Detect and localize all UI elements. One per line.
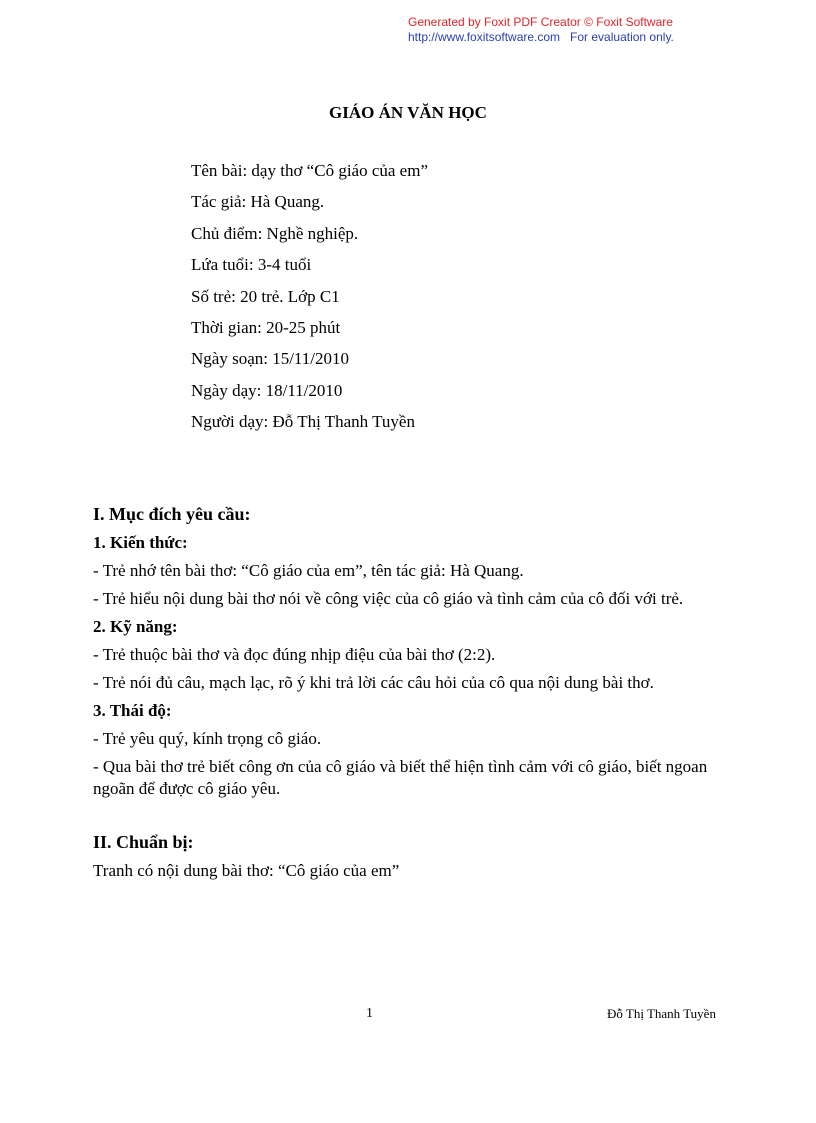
info-teaching-date: Ngày dạy: 18/11/2010 — [191, 380, 343, 400]
subsection-attitude-heading: 3. Thái độ: — [93, 701, 172, 720]
skills-item: - Trẻ thuộc bài thơ và đọc đúng nhịp điệu của bài thơ (2:2). — [93, 645, 496, 664]
footer-author: Đỗ Thị Thanh Tuyền — [607, 1006, 716, 1021]
info-age-group: Lứa tuổi: 3-4 tuổi — [191, 255, 312, 275]
evaluation-watermark — [408, 15, 708, 45]
watermark-line-1: Generated by Foxit PDF Creator © Foxit Software — [408, 15, 673, 29]
subsection-skills-heading: 2. Kỹ năng: — [93, 617, 178, 636]
info-lesson-name: Tên bài: dạy thơ “Cô giáo của em” — [191, 161, 428, 180]
info-teacher: Người dạy: Đỗ Thị Thanh Tuyền — [191, 412, 415, 432]
section-spacer — [93, 806, 733, 830]
info-author: Tác giả: Hà Quang. — [191, 192, 325, 212]
watermark-line-2: http://www.foxitsoftware.com For evaluation only. — [408, 30, 674, 44]
subsection-knowledge-heading: 1. Kiến thức: — [93, 533, 188, 552]
section-objectives-heading: I. Mục đích yêu cầu: — [93, 504, 251, 524]
page-number: 1 — [366, 1006, 373, 1021]
knowledge-item: - Trẻ nhớ tên bài thơ: “Cô giáo của em”, tên tác giả: Hà Quang. — [93, 561, 524, 580]
preparation-text: Tranh có nội dung bài thơ: “Cô giáo của em” — [93, 861, 400, 880]
info-class-size: Số trẻ: 20 trẻ. Lớp C1 — [191, 286, 340, 306]
knowledge-item: - Trẻ hiểu nội dung bài thơ nói về công việc của cô giáo và tình cảm của cô đối với trẻ. — [93, 589, 684, 608]
info-duration: Thời gian: 20-25 phút — [191, 318, 341, 338]
info-prepared-date: Ngày soạn: 15/11/2010 — [191, 349, 350, 369]
info-theme: Chủ điểm: Nghề nghiệp. — [191, 223, 359, 243]
section-preparation-heading: II. Chuẩn bị: — [93, 832, 194, 852]
document-title: GIÁO ÁN VĂN HỌC — [329, 103, 487, 122]
attitude-item: - Trẻ yêu quý, kính trọng cô giáo. — [93, 729, 322, 748]
skills-item: - Trẻ nói đủ câu, mạch lạc, rõ ý khi trả lời các câu hỏi của cô qua nội dung bài thơ. — [93, 673, 654, 692]
attitude-item: - Qua bài thơ trẻ biết công ơn của cô giáo và biết thể hiện tình cảm với cô giáo, biết ngoan ngoãn để được cô giáo yêu. — [93, 757, 708, 798]
lesson-info-block — [191, 155, 428, 438]
document-body — [93, 502, 733, 888]
